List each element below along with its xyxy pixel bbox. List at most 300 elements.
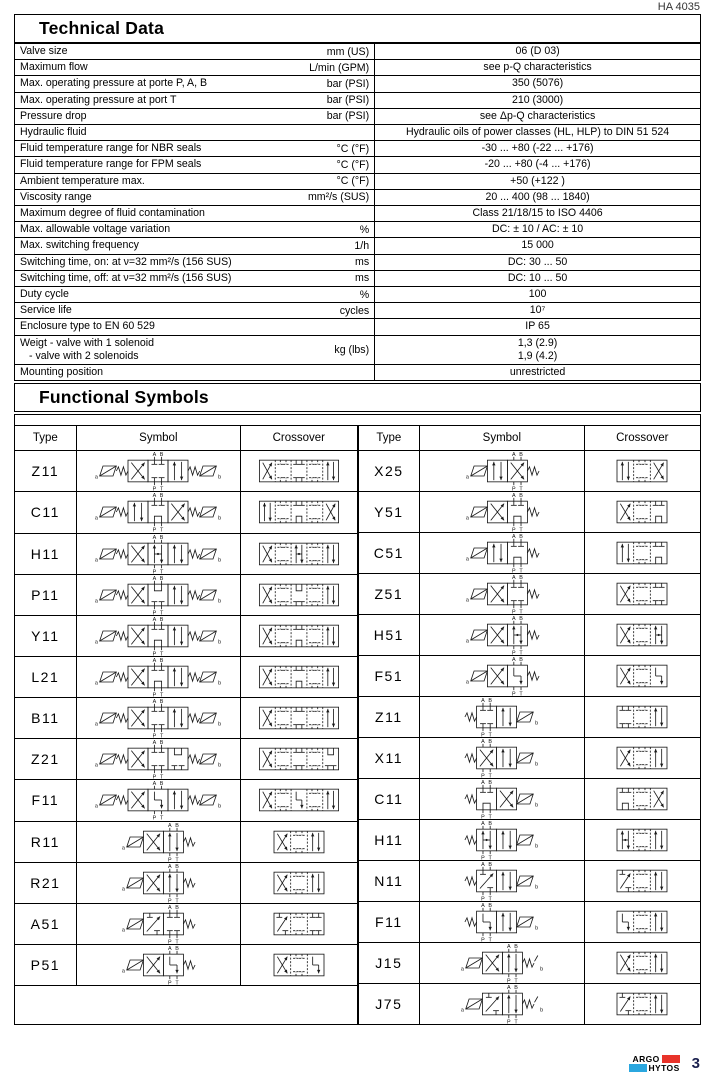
symbol-row <box>358 943 701 984</box>
symbols-header-row <box>15 426 358 451</box>
logo-row-argo <box>633 1055 680 1063</box>
svg-text:b: b <box>218 680 222 687</box>
valve-type-cell <box>358 656 420 697</box>
valve-symbol-diagram <box>427 738 577 778</box>
tech-label: Switching time, off: at ν=32 mm²/s (156 SUS) <box>20 271 232 284</box>
svg-text:b: b <box>534 925 538 932</box>
valve-type-label: F51 <box>374 668 404 685</box>
svg-text:P: P <box>168 857 172 862</box>
valve-type-cell <box>358 574 420 615</box>
crossover-diagram <box>590 943 694 983</box>
valve-type-label: R11 <box>30 833 60 850</box>
tech-label-cell <box>15 44 375 60</box>
svg-text:B: B <box>488 862 492 869</box>
svg-text:b: b <box>534 884 538 891</box>
valve-type-cell <box>15 533 77 574</box>
symbol-row <box>15 698 358 739</box>
symbol-row <box>358 738 701 779</box>
tech-label-cell <box>15 173 375 189</box>
crossover-cell <box>241 944 357 985</box>
valve-type-label: H51 <box>373 627 404 644</box>
svg-text:B: B <box>488 903 492 910</box>
valve-type-cell <box>15 780 77 821</box>
svg-text:a: a <box>460 966 464 973</box>
svg-text:P: P <box>511 691 516 697</box>
crossover-diagram <box>590 492 694 532</box>
svg-text:a: a <box>95 598 99 605</box>
svg-text:B: B <box>519 452 523 459</box>
symbol-row <box>15 739 358 780</box>
tech-label-cell <box>15 270 375 286</box>
tech-row <box>15 238 701 254</box>
tech-label-cell <box>15 319 375 335</box>
symbols-table-left <box>14 425 358 1025</box>
tech-value: -30 ... +80 (-22 ... +176) <box>375 141 701 157</box>
valve-type-cell <box>15 615 77 656</box>
valve-type-label: J15 <box>375 955 403 972</box>
svg-text:a: a <box>465 556 469 563</box>
symbol-row <box>358 451 701 492</box>
valve-type-cell <box>358 615 420 656</box>
tech-value: 350 (5076) <box>375 76 701 92</box>
crossover-cell <box>584 656 700 697</box>
svg-text:A: A <box>511 452 516 459</box>
tech-label: Max. operating pressure at porte P, A, B <box>20 77 208 90</box>
svg-text:a: a <box>95 639 99 646</box>
tech-label: Mounting position <box>20 366 104 379</box>
svg-text:B: B <box>175 904 180 911</box>
valve-type-cell <box>15 451 77 492</box>
crossover-diagram <box>590 574 694 614</box>
page-footer <box>629 1055 700 1072</box>
svg-text:B: B <box>488 780 492 787</box>
crossover-cell <box>241 451 357 492</box>
tech-row <box>15 303 701 319</box>
svg-text:A: A <box>511 493 516 500</box>
valve-type-label: L21 <box>31 669 60 686</box>
valve-symbol-cell <box>76 451 240 492</box>
tech-value: +50 (+122 ) <box>375 173 701 189</box>
svg-text:P: P <box>481 937 485 943</box>
symbol-row <box>358 984 701 1025</box>
logo-red-block-icon <box>662 1055 680 1063</box>
svg-text:a: a <box>95 515 99 522</box>
tech-unit: % <box>359 288 370 301</box>
tech-label-cell <box>15 157 375 173</box>
valve-symbol-cell <box>76 656 240 697</box>
crossover-diagram <box>247 451 351 491</box>
tech-value: 15 000 <box>375 238 701 254</box>
valve-type-label: X25 <box>374 463 404 480</box>
svg-text:A: A <box>481 739 485 746</box>
svg-text:T: T <box>488 896 492 902</box>
svg-text:a: a <box>465 597 469 604</box>
symbol-row <box>15 821 358 862</box>
valve-symbol-diagram <box>83 616 233 656</box>
svg-text:P: P <box>152 692 157 698</box>
crossover-cell <box>584 902 700 943</box>
symbol-row <box>358 902 701 943</box>
tech-label: Weigt - valve with 1 solenoid - valve with 2 solenoids <box>20 336 155 362</box>
crossover-cell <box>584 779 700 820</box>
svg-text:b: b <box>534 720 538 727</box>
crossover-cell <box>241 739 357 780</box>
valve-symbol-cell <box>76 944 240 985</box>
svg-text:B: B <box>488 821 492 828</box>
crossover-diagram <box>590 779 694 819</box>
svg-text:P: P <box>511 527 516 533</box>
tech-unit: 1/h <box>354 240 370 253</box>
svg-text:b: b <box>534 802 538 809</box>
crossover-diagram <box>590 656 694 696</box>
crossover-diagram <box>247 904 351 944</box>
svg-text:T: T <box>160 610 164 615</box>
valve-type-cell <box>15 862 77 903</box>
valve-symbol-cell <box>420 656 584 697</box>
tech-unit: % <box>359 223 370 236</box>
svg-text:T: T <box>175 980 180 986</box>
technical-data-title: Technical Data <box>39 18 165 38</box>
valve-symbol-cell <box>420 738 584 779</box>
svg-text:T: T <box>160 486 164 492</box>
crossover-cell <box>584 451 700 492</box>
tech-value: 210 (3000) <box>375 92 701 108</box>
svg-text:a: a <box>465 515 469 522</box>
svg-text:b: b <box>539 966 543 973</box>
valve-type-label: Z11 <box>375 709 403 726</box>
argo-hytos-logo <box>629 1055 680 1072</box>
valve-symbol-diagram <box>427 779 577 819</box>
svg-text:T: T <box>160 528 164 533</box>
tech-unit: bar (PSI) <box>326 78 370 90</box>
valve-type-label: P11 <box>31 586 60 603</box>
svg-text:P: P <box>152 816 157 821</box>
symbol-row <box>358 820 701 861</box>
valve-type-cell <box>15 739 77 780</box>
svg-text:P: P <box>152 733 157 739</box>
tech-label: Ambient temperature max. <box>20 174 145 187</box>
functional-symbols-title: Functional Symbols <box>39 387 209 408</box>
tech-row <box>15 44 701 60</box>
crossover-diagram <box>247 657 351 697</box>
empty-row-cell <box>15 986 358 1025</box>
valve-type-cell <box>358 984 420 1025</box>
symbol-row <box>15 862 358 903</box>
svg-text:T: T <box>514 1019 518 1025</box>
svg-text:P: P <box>152 651 157 656</box>
svg-text:P: P <box>481 732 485 738</box>
svg-text:B: B <box>488 739 492 746</box>
crossover-diagram <box>590 861 694 901</box>
crossover-diagram <box>590 738 694 778</box>
symbol-row <box>15 903 358 944</box>
crossover-cell <box>241 574 357 615</box>
valve-symbol-diagram <box>427 820 577 860</box>
tech-label: Duty cycle <box>20 288 69 301</box>
crossover-diagram <box>247 822 351 862</box>
crossover-diagram <box>247 780 351 820</box>
valve-type-label: R21 <box>30 874 61 891</box>
svg-text:T: T <box>488 732 492 738</box>
valve-type-cell <box>15 903 77 944</box>
valve-symbol-diagram <box>83 698 233 738</box>
svg-text:b: b <box>218 762 222 769</box>
crossover-diagram <box>247 739 351 779</box>
svg-text:B: B <box>519 534 523 541</box>
symbol-row <box>358 861 701 902</box>
tech-label-cell <box>15 92 375 108</box>
valve-symbol-cell <box>420 902 584 943</box>
svg-text:B: B <box>175 946 180 953</box>
svg-text:a: a <box>95 474 99 481</box>
tech-label-cell <box>15 287 375 303</box>
symbol-row <box>358 697 701 738</box>
symbol-row <box>358 779 701 820</box>
valve-symbol-diagram <box>427 656 577 696</box>
valve-symbol-diagram <box>83 904 233 944</box>
svg-text:T: T <box>160 651 164 656</box>
valve-type-label: F11 <box>375 914 403 931</box>
valve-symbol-cell <box>76 739 240 780</box>
valve-type-label: J75 <box>375 996 403 1013</box>
valve-type-label: C51 <box>373 545 404 562</box>
crossover-cell <box>241 615 357 656</box>
tech-label-cell <box>15 125 375 141</box>
crossover-diagram <box>590 451 694 491</box>
symbols-col-header: Symbol <box>76 426 240 451</box>
svg-text:b: b <box>534 843 538 850</box>
tech-label: Enclosure type to EN 60 529 <box>20 320 155 333</box>
tech-label-cell <box>15 206 375 222</box>
svg-text:B: B <box>519 493 523 500</box>
valve-symbol-diagram <box>427 533 577 573</box>
svg-text:a: a <box>95 680 99 687</box>
valve-type-cell <box>358 451 420 492</box>
svg-text:b: b <box>218 721 222 728</box>
valve-type-cell <box>358 820 420 861</box>
tech-row <box>15 189 701 205</box>
tech-label-cell <box>15 222 375 238</box>
crossover-diagram <box>247 492 351 532</box>
valve-type-label: N11 <box>374 873 404 890</box>
tech-value: see Δp-Q characteristics <box>375 108 701 124</box>
svg-text:b: b <box>218 557 222 564</box>
tech-row <box>15 365 701 381</box>
svg-text:P: P <box>152 610 157 615</box>
svg-text:P: P <box>506 978 511 984</box>
valve-symbol-cell <box>76 574 240 615</box>
symbols-col-header: Crossover <box>241 426 357 451</box>
symbols-spacer <box>14 414 701 425</box>
svg-text:B: B <box>160 616 164 623</box>
symbols-header-row <box>358 426 701 451</box>
svg-text:P: P <box>481 773 485 779</box>
crossover-diagram <box>590 615 694 655</box>
tech-unit: cycles <box>339 304 370 317</box>
valve-type-cell <box>15 821 77 862</box>
crossover-diagram <box>590 820 694 860</box>
tech-value: DC: 10 ... 50 <box>375 270 701 286</box>
tech-label-cell <box>15 60 375 76</box>
valve-symbol-diagram <box>83 863 233 903</box>
tech-unit: ms <box>355 256 370 269</box>
tech-label-cell <box>15 76 375 92</box>
svg-text:B: B <box>160 534 164 541</box>
tech-row <box>15 287 701 303</box>
tech-row <box>15 76 701 92</box>
valve-type-label: Z21 <box>31 751 60 768</box>
svg-text:a: a <box>122 927 126 934</box>
valve-symbol-diagram <box>83 451 233 491</box>
valve-type-label: Z51 <box>374 586 404 603</box>
svg-text:A: A <box>168 904 172 911</box>
svg-text:a: a <box>122 845 126 852</box>
symbol-row <box>15 986 358 1025</box>
symbol-row <box>15 615 358 656</box>
svg-text:b: b <box>218 474 222 481</box>
valve-symbol-diagram <box>427 861 577 901</box>
tech-label: Maximum degree of fluid contamination <box>20 207 205 220</box>
valve-type-cell <box>358 492 420 533</box>
valve-type-cell <box>15 944 77 985</box>
crossover-diagram <box>247 534 351 574</box>
valve-symbol-cell <box>420 615 584 656</box>
tech-row <box>15 335 701 364</box>
tech-label: Hydraulic fluid <box>20 126 87 139</box>
tech-unit: ms <box>355 272 370 285</box>
tech-label: Valve size <box>20 45 68 57</box>
crossover-diagram <box>247 575 351 615</box>
svg-text:T: T <box>175 857 180 862</box>
svg-text:B: B <box>519 657 523 664</box>
symbol-row <box>15 574 358 615</box>
valve-symbol-diagram <box>427 574 577 614</box>
svg-text:P: P <box>481 855 485 861</box>
svg-text:T: T <box>160 569 164 574</box>
valve-symbol-cell <box>420 697 584 738</box>
tech-row <box>15 60 701 76</box>
svg-text:P: P <box>506 1019 511 1025</box>
svg-text:T: T <box>488 937 492 943</box>
tech-value: Class 21/18/15 to ISO 4406 <box>375 206 701 222</box>
crossover-cell <box>241 862 357 903</box>
valve-type-cell <box>15 698 77 739</box>
svg-text:P: P <box>511 568 516 574</box>
tech-row <box>15 222 701 238</box>
svg-text:T: T <box>519 486 523 492</box>
valve-symbol-diagram <box>83 534 233 574</box>
tech-row <box>15 157 701 173</box>
tech-value: 06 (D 03) <box>375 44 701 60</box>
valve-symbol-cell <box>420 779 584 820</box>
svg-text:T: T <box>514 978 518 984</box>
svg-text:A: A <box>481 903 485 910</box>
tech-label: Viscosity range <box>20 190 92 203</box>
tech-unit: °C (°F) <box>336 142 370 155</box>
valve-symbol-cell <box>76 698 240 739</box>
symbols-col-header: Crossover <box>584 426 700 451</box>
svg-text:b: b <box>218 639 222 646</box>
tech-value: unrestricted <box>375 365 701 381</box>
tech-unit: mm²/s (SUS) <box>307 191 370 204</box>
svg-text:B: B <box>160 493 164 500</box>
valve-type-label: Y11 <box>31 627 60 644</box>
svg-text:A: A <box>152 781 157 788</box>
symbol-row <box>15 492 358 533</box>
svg-text:T: T <box>175 898 180 903</box>
valve-type-label: X11 <box>374 750 403 767</box>
valve-type-cell <box>15 656 77 697</box>
svg-text:P: P <box>168 939 172 944</box>
valve-symbol-diagram <box>427 943 577 983</box>
svg-text:A: A <box>152 616 157 623</box>
valve-type-label: A51 <box>30 915 61 932</box>
svg-text:T: T <box>519 609 523 615</box>
crossover-diagram <box>247 863 351 903</box>
svg-text:B: B <box>160 452 164 459</box>
valve-type-cell <box>358 861 420 902</box>
svg-text:T: T <box>519 691 523 697</box>
svg-text:T: T <box>488 855 492 861</box>
valve-symbol-cell <box>420 984 584 1025</box>
tech-value: -20 ... +80 (-4 ... +176) <box>375 157 701 173</box>
symbol-row <box>15 780 358 821</box>
crossover-diagram <box>590 697 694 737</box>
tech-label: Max. switching frequency <box>20 239 139 252</box>
valve-type-cell <box>15 492 77 533</box>
logo-hytos-text: HYTOS <box>648 1063 680 1073</box>
svg-text:P: P <box>168 898 172 903</box>
crossover-cell <box>584 574 700 615</box>
crossover-cell <box>241 780 357 821</box>
tech-label-cell <box>15 303 375 319</box>
symbol-row <box>358 615 701 656</box>
crossover-diagram <box>590 533 694 573</box>
functional-symbols-tables <box>14 425 701 1025</box>
valve-type-cell <box>15 574 77 615</box>
valve-symbol-diagram <box>83 822 233 862</box>
symbol-row <box>15 451 358 492</box>
svg-text:B: B <box>175 863 180 870</box>
tech-row <box>15 173 701 189</box>
valve-type-label: B11 <box>31 710 60 727</box>
tech-row <box>15 254 701 270</box>
tech-row <box>15 270 701 286</box>
svg-text:A: A <box>511 616 516 623</box>
svg-text:a: a <box>465 679 469 686</box>
tech-label-cell <box>15 108 375 124</box>
svg-text:P: P <box>168 980 172 986</box>
logo-row-hytos <box>629 1064 680 1072</box>
svg-text:A: A <box>168 822 172 829</box>
svg-text:A: A <box>168 946 172 953</box>
valve-type-cell <box>358 533 420 574</box>
svg-text:A: A <box>506 985 511 992</box>
svg-text:B: B <box>519 616 523 623</box>
svg-text:a: a <box>95 803 99 810</box>
tech-label: Switching time, on: at ν=32 mm²/s (156 SUS) <box>20 255 232 268</box>
svg-text:T: T <box>160 816 164 821</box>
svg-text:T: T <box>160 692 164 698</box>
svg-text:a: a <box>95 557 99 564</box>
svg-text:A: A <box>481 862 485 869</box>
symbols-table-right <box>358 425 702 1025</box>
svg-text:A: A <box>506 944 511 951</box>
svg-text:B: B <box>175 822 180 829</box>
svg-text:b: b <box>218 803 222 810</box>
svg-text:B: B <box>519 575 523 582</box>
tech-row <box>15 206 701 222</box>
